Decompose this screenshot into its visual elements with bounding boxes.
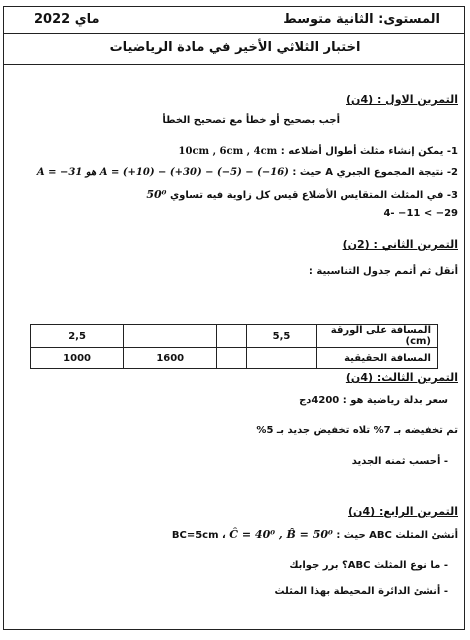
table-row bbox=[31, 348, 438, 369]
exercise-3-task: - أحسب ثمنه الجديد bbox=[351, 456, 448, 467]
question-1-label: 1- يمكن إنشاء مثلث أطوال أضلاعه : bbox=[280, 146, 458, 157]
exercise-4-label: أنشئ المثلث ABC حيث : BC=5cm ، bbox=[171, 530, 458, 541]
exercise-1-instruction: أجب بصحيح أو خطأ مع تصحيح الخطأ bbox=[162, 115, 340, 126]
question-1-values: 10cm , 6cm , 4cm bbox=[178, 146, 278, 157]
table-cell bbox=[124, 325, 217, 348]
proportion-table bbox=[30, 324, 438, 369]
exercise-1-heading: التمرين الاول : (4ن) bbox=[346, 93, 458, 106]
question-3 bbox=[146, 188, 458, 201]
exercise-2-instruction: أنقل ثم أتمم جدول التناسبية : bbox=[308, 266, 458, 277]
exam-title: اختبار الثلاثي الأخير في مادة الرياضيات bbox=[109, 40, 361, 55]
question-2-label: 2- نتيجة المجموع الجبري A حيث : bbox=[292, 167, 458, 178]
question-2 bbox=[37, 167, 458, 178]
table-cell: 1600 bbox=[124, 348, 217, 369]
table-cell: 1000 bbox=[31, 348, 124, 369]
table-cell: 5,5 bbox=[246, 325, 316, 348]
exercise-4-heading: التمرين الرابع: (4ن) bbox=[348, 505, 458, 518]
table-row bbox=[31, 325, 438, 348]
question-2-expression: A = (+10) − (+30) − (−5) − (−16) هو A = −31 bbox=[36, 167, 289, 178]
table-cell: 2,5 bbox=[31, 325, 124, 348]
row-label: المسافة على الورقة (cm) bbox=[317, 325, 438, 348]
question-3-label: 3- في المثلث المتقايس الأضلاع قيس كل زاوية فيه تساوي bbox=[169, 190, 458, 201]
exercise-3-line-2: تم تخفيضه بـ 7% تلاه تخفيض جديد بـ 5% bbox=[256, 425, 458, 436]
table-cell bbox=[217, 325, 247, 348]
question-3-value: 50⁰ bbox=[146, 188, 167, 201]
level-label: المستوى: الثانية متوسط bbox=[283, 12, 440, 27]
title-divider bbox=[3, 64, 465, 65]
exercise-4-question-1: - ما نوع المثلث ABC؟ برر جوابك bbox=[289, 560, 448, 571]
table-cell bbox=[246, 348, 316, 369]
header-divider bbox=[3, 33, 465, 34]
exercise-4-question-2: - أنشئ الدائرة المحيطة بهذا المثلث bbox=[274, 586, 448, 597]
table-cell bbox=[217, 348, 247, 369]
question-1 bbox=[179, 146, 458, 157]
exercise-2-heading: التمرين الثاني : (2ن) bbox=[342, 238, 458, 251]
exercise-3-heading: التمرين الثالث: (4ن) bbox=[345, 371, 458, 384]
exam-date: ماي 2022 bbox=[34, 12, 100, 27]
exercise-3-line-1: سعر بدلة رياضية هو : 4200دج bbox=[299, 395, 448, 406]
row-label: المسافة الحقيقية bbox=[317, 348, 438, 369]
exercise-4-angles: Ĉ = 40⁰ , B̂ = 50⁰ bbox=[229, 528, 333, 541]
question-4: 4- −11 < −29 bbox=[383, 208, 458, 219]
exercise-4-line-1 bbox=[172, 528, 458, 541]
